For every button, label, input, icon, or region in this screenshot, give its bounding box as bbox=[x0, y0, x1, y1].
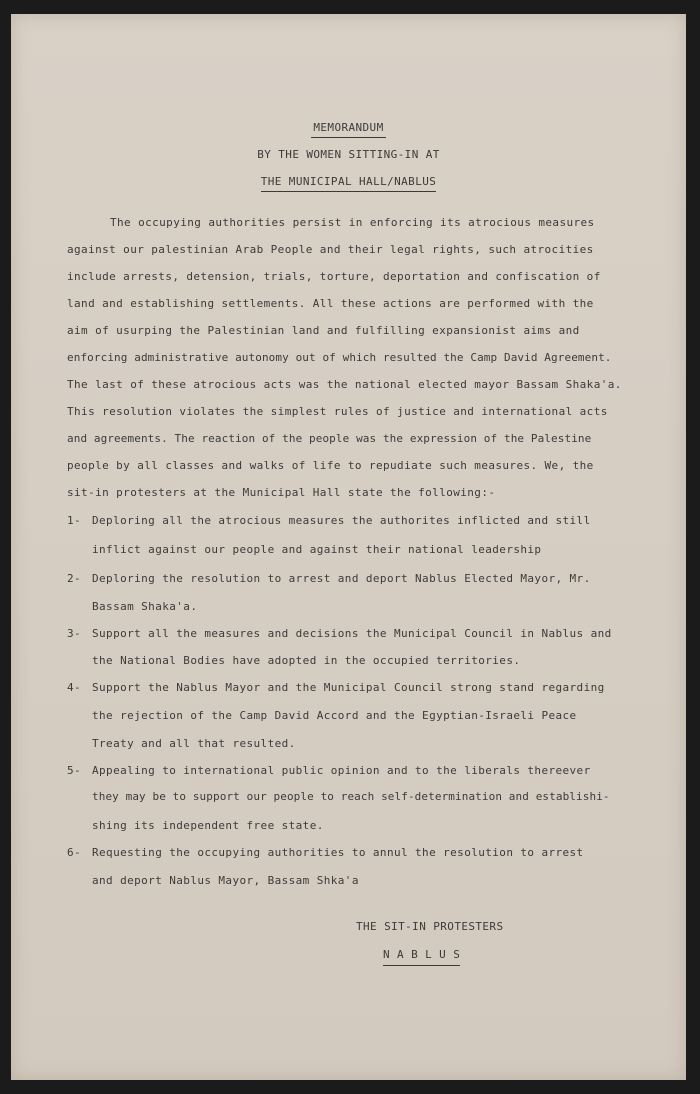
list-item-number: 5- bbox=[67, 764, 82, 777]
list-item-line: Support all the measures and decisions the Municipal Council in Nablus and bbox=[92, 627, 612, 640]
body-line: sit-in protesters at the Municipal Hall state the following:- bbox=[67, 486, 496, 499]
list-item-line: Bassam Shaka'a. bbox=[92, 600, 198, 613]
list-item-line: they may be to support our people to reach self-determination and establishi- bbox=[92, 790, 610, 803]
heading-memorandum: MEMORANDUM bbox=[11, 121, 686, 138]
signature-location: N A B L U S bbox=[383, 948, 460, 966]
body-line: people by all classes and walks of life to repudiate such measures. We, the bbox=[67, 459, 594, 472]
heading-location: THE MUNICIPAL HALL/NABLUS bbox=[11, 175, 686, 192]
list-item-number: 3- bbox=[67, 627, 82, 640]
body-line: This resolution violates the simplest rules of justice and international acts bbox=[67, 405, 608, 418]
body-line: land and establishing settlements. All these actions are performed with the bbox=[67, 297, 594, 310]
list-item-line: Deploring all the atrocious measures the authorites inflicted and still bbox=[92, 514, 591, 527]
body-line: and agreements. The reaction of the people was the expression of the Palestine bbox=[67, 432, 592, 445]
list-item-line: shing its independent free state. bbox=[92, 819, 324, 832]
heading-subtitle: BY THE WOMEN SITTING-IN AT bbox=[257, 148, 440, 161]
signature-protesters: THE SIT-IN PROTESTERS bbox=[356, 920, 504, 933]
list-item-line: inflict against our people and against their national leadership bbox=[92, 543, 542, 556]
list-item-line: Support the Nablus Mayor and the Municipal Council strong stand regarding bbox=[92, 681, 605, 694]
list-item-line: the National Bodies have adopted in the occupied territories. bbox=[92, 654, 521, 667]
list-item-number: 4- bbox=[67, 681, 82, 694]
list-item-number: 1- bbox=[67, 514, 82, 527]
list-item-number: 6- bbox=[67, 846, 82, 859]
body-line: enforcing administrative autonomy out of which resulted the Camp David Agreement. bbox=[67, 351, 612, 364]
body-line: against our palestinian Arab People and their legal rights, such atrocities bbox=[67, 243, 594, 256]
memorandum-page bbox=[11, 14, 686, 1080]
list-item-line: Appealing to international public opinion and to the liberals thereever bbox=[92, 764, 591, 777]
body-line: aim of usurping the Palestinian land and fulfilling expansionist aims and bbox=[67, 324, 580, 337]
list-item-line: Deploring the resolution to arrest and deport Nablus Elected Mayor, Mr. bbox=[92, 572, 591, 585]
list-item-number: 2- bbox=[67, 572, 82, 585]
body-line: The occupying authorities persist in enforcing its atrocious measures bbox=[110, 216, 595, 229]
list-item-line: Treaty and all that resulted. bbox=[92, 737, 296, 750]
body-line: include arrests, detension, trials, torture, deportation and confiscation of bbox=[67, 270, 601, 283]
list-item-line: Requesting the occupying authorities to annul the resolution to arrest bbox=[92, 846, 584, 859]
body-line: The last of these atrocious acts was the national elected mayor Bassam Shaka'a. bbox=[67, 378, 622, 391]
list-item-line: the rejection of the Camp David Accord and the Egyptian-Israeli Peace bbox=[92, 709, 577, 722]
list-item-line: and deport Nablus Mayor, Bassam Shka'a bbox=[92, 874, 359, 887]
